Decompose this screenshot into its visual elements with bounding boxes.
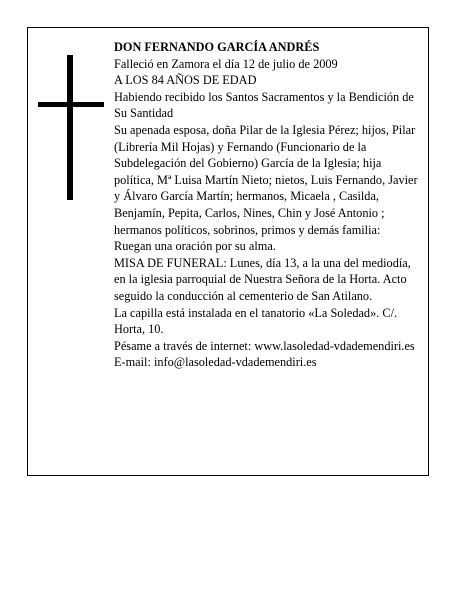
cross-vertical-bar — [67, 55, 73, 200]
cross-icon — [38, 55, 104, 200]
death-line: Falleció en Zamora el día 12 de julio de 2009 — [114, 56, 338, 71]
family-paragraph: Su apenada esposa, doña Pilar de la Iglesia Pérez; hijos, Pilar (Librería Mil Hojas) y Fernando (Funcionario de la Subdelegación del Gobierno) García de la Iglesia; hija política, Mª Luisa Martín Nieto; nietos, Luis Fernando, Javier y Álvaro García Martín; hermanos, Micaela , Casilda, Benjamín, Pepita, Carlos, Nines, Chin y José Antonio ; hermanos políticos, sobrinos, primos y demás familia: — [114, 122, 418, 237]
funeral-paragraph: MISA DE FUNERAL: Lunes, día 13, a la una del mediodía, en la iglesia parroquial de Nuestra Señora de la Horta. Acto seguido la conducción al cementerio de San Atilano. — [114, 255, 411, 303]
notice-text — [114, 39, 424, 371]
obituary-notice — [27, 27, 429, 476]
deceased-name: DON FERNANDO GARCÍA ANDRÉS — [114, 40, 320, 54]
prayer-line: Ruegan una oración por su alma. — [114, 239, 276, 254]
chapel-paragraph: La capilla está instalada en el tanatorio «La Soledad». C/. Horta, 10. — [114, 305, 398, 337]
cross-horizontal-bar — [38, 102, 104, 107]
condolences-line: Pésame a través de internet: www.lasoledad-vdademendiri.es — [114, 338, 415, 353]
email-line: E-mail: info@lasoledad-vdademendiri.es — [114, 355, 317, 370]
age-line: A LOS 84 AÑOS DE EDAD — [114, 73, 257, 88]
sacraments-line: Habiendo recibido los Santos Sacramentos y la Bendición de Su Santidad — [114, 89, 414, 121]
